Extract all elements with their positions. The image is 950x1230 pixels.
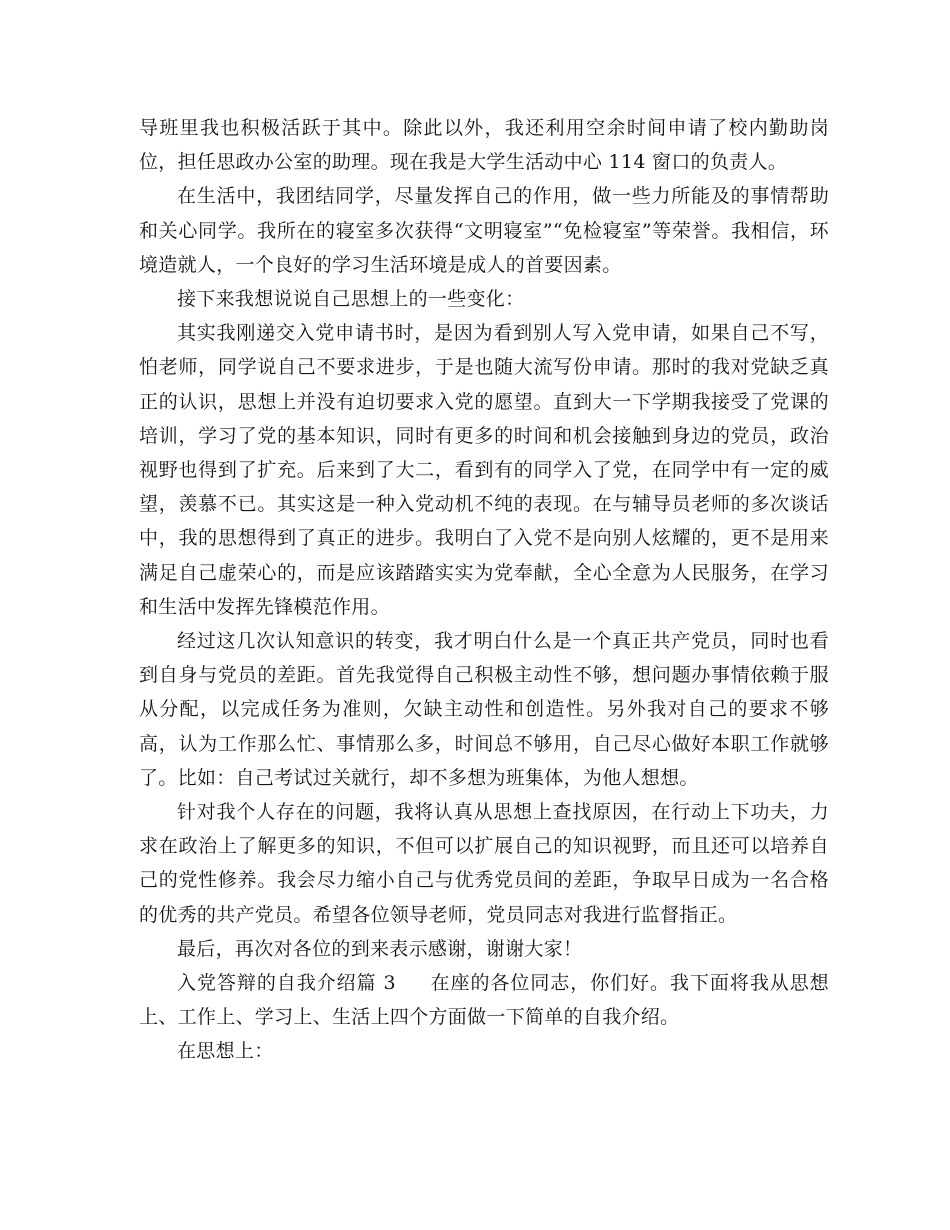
paragraph-5: 经过这几次认知意识的转变，我才明白什么是一个真正共产党员，同时也看到自身与党员的差距。首先我觉得自己积极主动性不够，想问题办事情依赖于服从分配，以完成任务为准则，欠缺主动性和创造性。另外我对自己的要求不够高，认为工作那么忙、事情那么多，时间总不够用，自己尽心做好本职工作就够了。比如：自己考试过关就行，却不多想为班集体，为他人想想。 xyxy=(139,630,829,789)
paragraph-last: 在思想上： xyxy=(177,1040,274,1063)
paragraph-1: 导班里我也积极活跃于其中。除此以外，我还利用空余时间申请了校内勤助岗位，担任思政办公室的助理。现在我是大学生活动中心 114 窗口的负责人。 xyxy=(139,117,829,174)
paragraph-7: 最后，再次对各位的到来表示感谢，谢谢大家！ xyxy=(177,937,583,960)
section-3-heading: 入党答辩的自我介绍篇 3 xyxy=(177,972,396,995)
paragraph-6: 针对我个人存在的问题，我将认真从思想上查找原因，在行动上下功夫，力求在政治上了解更多的知识，不但可以扩展自己的知识视野，而且还可以培养自己的党性修养。我会尽力缩小自己与优秀党员间的差距，争取早日成为一名合格的优秀的共产党员。希望各位领导老师，党员同志对我进行监督指正。 xyxy=(139,801,829,926)
section-3-paragraph xyxy=(139,966,829,1034)
paragraph-4: 其实我刚递交入党申请书时，是因为看到别人写入党申请，如果自己不写，怕老师，同学说自己不要求进步，于是也随大流写份申请。那时的我对党缺乏真正的认识，思想上并没有迫切要求入党的愿望。直到大一下学期我接受了党课的培训，学习了党的基本知识，同时有更多的时间和机会接触到身边的党员，政治视野也得到了扩充。后来到了大二，看到有的同学入了党，在同学中有一定的威望，羡慕不已。其实这是一种入党动机不纯的表现。在与辅导员老师的多次谈话中，我的思想得到了真正的进步。我明白了入党不是向别人炫耀的，更不是用来满足自己虚荣心的，而是应该踏踏实实为党奉献，全心全意为人民服务，在学习和生活中发挥先锋模范作用。 xyxy=(139,322,829,618)
section-3-intro: 在座的各位同志，你们好。我下面将我从思想上、工作上、学习上、生活上四个方面做一下简单的自我介绍。 xyxy=(139,972,829,1029)
paragraph-3: 接下来我想说说自己思想上的一些变化： xyxy=(177,288,525,311)
paragraph-2: 在生活中，我团结同学，尽量发挥自己的作用，做一些力所能及的事情帮助和关心同学。我所在的寝室多次获得“文明寝室”“免检寝室”等荣誉。我相信，环境造就人，一个良好的学习生活环境是成人的首要因素。 xyxy=(139,185,829,276)
document-body xyxy=(139,111,829,1069)
